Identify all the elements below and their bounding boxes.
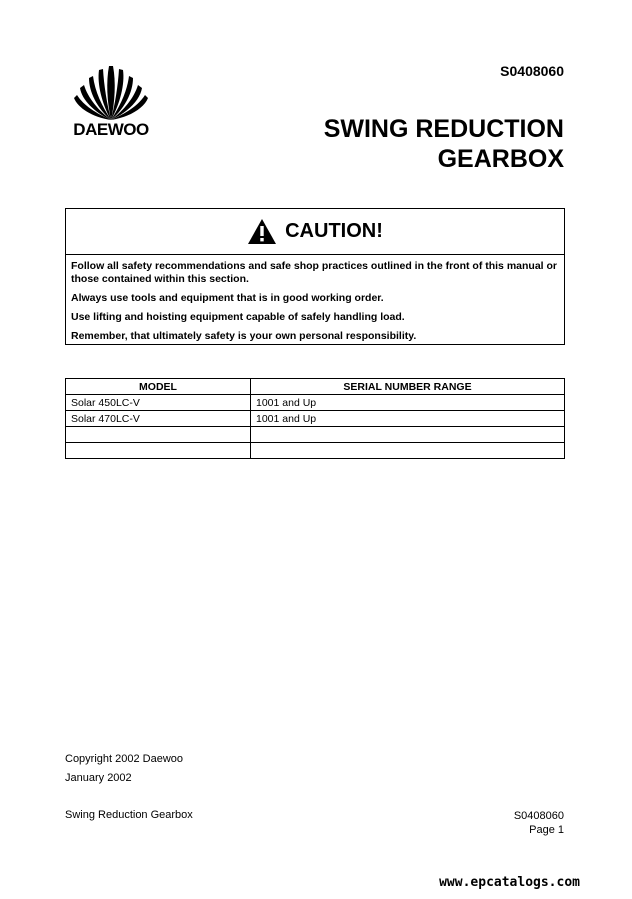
model-cell: Solar 450LC-V bbox=[66, 395, 251, 411]
models-table bbox=[65, 378, 565, 459]
caution-title: CAUTION! bbox=[285, 220, 383, 242]
serial-cell bbox=[251, 443, 565, 459]
footer-right bbox=[514, 809, 564, 837]
table-row bbox=[66, 443, 565, 459]
table-header-row bbox=[66, 379, 565, 395]
caution-header bbox=[66, 209, 564, 255]
footer-section-title: Swing Reduction Gearbox bbox=[65, 809, 193, 821]
daewoo-shell-icon bbox=[70, 62, 152, 122]
daewoo-logo bbox=[62, 62, 160, 140]
table-row bbox=[66, 395, 565, 411]
title-line-1: SWING REDUCTION bbox=[323, 115, 564, 143]
column-header-model: MODEL bbox=[66, 379, 251, 395]
copyright-text: Copyright 2002 Daewoo bbox=[65, 753, 184, 765]
model-cell bbox=[66, 427, 251, 443]
caution-line: Follow all safety recommendations and safe shop practices outlined in the front of this manual or those contained within this section. bbox=[71, 260, 557, 285]
model-cell: Solar 470LC-V bbox=[66, 411, 251, 427]
serial-cell: 1001 and Up bbox=[251, 411, 565, 427]
caution-box bbox=[65, 208, 565, 345]
page-number: Page 1 bbox=[529, 824, 564, 836]
column-header-serial: SERIAL NUMBER RANGE bbox=[251, 379, 565, 395]
footer-doc-code: S0408060 bbox=[513, 810, 564, 822]
serial-cell: 1001 and Up bbox=[251, 395, 565, 411]
watermark-url[interactable]: www.epcatalogs.com bbox=[439, 875, 580, 890]
serial-cell bbox=[251, 427, 565, 443]
caution-line: Always use tools and equipment that is in good working order. bbox=[71, 292, 384, 304]
caution-body bbox=[66, 255, 564, 343]
caution-line: Use lifting and hoisting equipment capable of safely handling load. bbox=[71, 311, 405, 323]
warning-triangle-icon bbox=[247, 218, 277, 245]
title-line-2: GEARBOX bbox=[437, 145, 564, 173]
page-title bbox=[324, 114, 564, 174]
document-code: S0408060 bbox=[500, 63, 564, 79]
publication-date: January 2002 bbox=[65, 772, 132, 784]
brand-wordmark: DAEWOO bbox=[73, 120, 149, 139]
table-row bbox=[66, 427, 565, 443]
table-row bbox=[66, 411, 565, 427]
model-cell bbox=[66, 443, 251, 459]
caution-line: Remember, that ultimately safety is your own personal responsibility. bbox=[71, 330, 417, 342]
